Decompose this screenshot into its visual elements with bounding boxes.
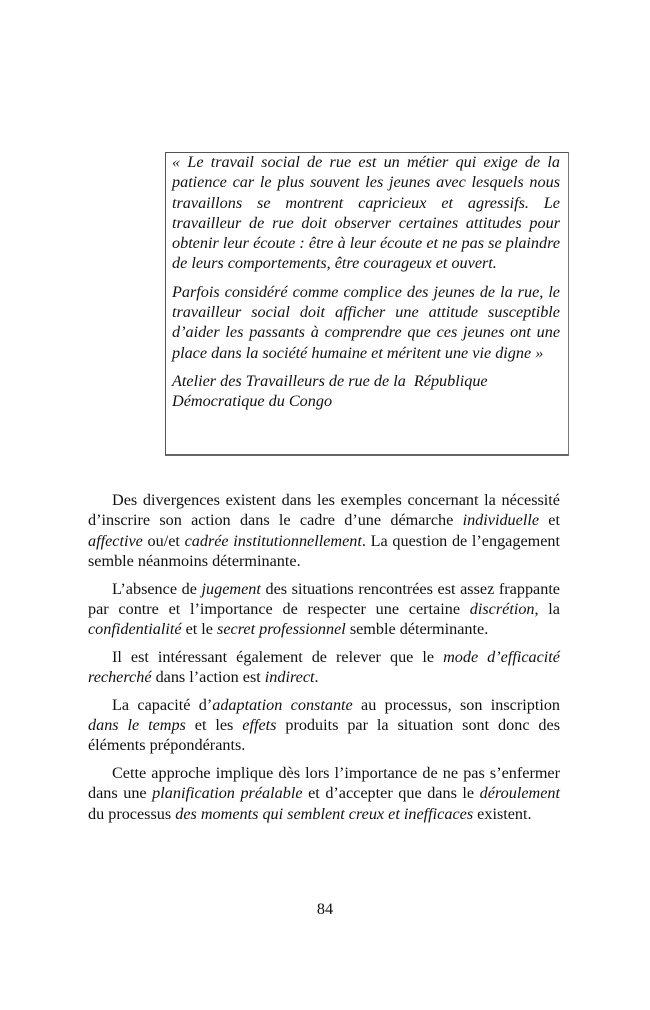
text-segment: semble déterminante. (345, 620, 489, 639)
emphasis-text: discrétion (469, 600, 535, 619)
attribution-line: Démocratique du Congo (172, 392, 333, 411)
text-segment: et d’accepter que dans le (302, 784, 480, 803)
text-segment: et les (185, 716, 243, 735)
emphasis-text: secret professionnel (217, 620, 346, 639)
emphasis-text: dans le temps (88, 716, 186, 735)
emphasis-text: effets (242, 716, 277, 735)
body-paragraph (88, 647, 560, 688)
text-segment: L’absence de (112, 579, 202, 598)
emphasis-text: confidentialité (88, 620, 182, 639)
emphasis-text: déroulement (479, 784, 560, 803)
emphasis-text: individuelle (462, 511, 540, 530)
text-segment: et le (181, 620, 218, 639)
quote-paragraph: Parfois considéré comme complice des jeunes de la rue, le travailleur social doit afficher une attitude susceptible d’aider les passants à comprendre que ces jeunes ont une place dans la société humaine et méritent une vie digne » (172, 282, 560, 362)
text-segment: Cette approche implique dès lors l’importance de ne pas s’enfermer dans une (88, 763, 560, 803)
body-paragraph (88, 579, 560, 640)
text-segment: , la (534, 600, 560, 619)
text-segment: existent. (473, 804, 532, 823)
quote (172, 152, 560, 412)
emphasis-text: mode d’efficacité recherché (88, 647, 560, 687)
text-segment: . La question de l’engagement semble néanmoins déterminante. (88, 531, 561, 571)
emphasis-text: planification préalable (152, 784, 303, 803)
body-text (88, 490, 560, 831)
text-segment: . (314, 668, 319, 687)
body-paragraph (88, 695, 560, 756)
body-paragraph (88, 490, 560, 572)
text-segment: Des divergences existent dans les exemples concernant la nécessité d’inscrire son action dans le cadre d’une démarche (88, 491, 560, 530)
emphasis-text: indirect (264, 668, 315, 687)
emphasis-text: cadrée institutionnellement (184, 531, 362, 550)
quote-attribution (172, 371, 560, 412)
page-number: 84 (316, 900, 334, 918)
text-segment: produits par la situation sont donc des éléments prépondérants. (88, 716, 561, 755)
text-segment: au processus, son inscription (352, 695, 561, 714)
text-segment: La capacité d’ (112, 695, 213, 714)
quote-paragraph: « Le travail social de rue est un métier qui exige de la patience car le plus souvent les jeunes avec lesquels nous travaillons se montrent capricieux et agressifs. Le travailleur de rue doit observer certaines attitudes pour obtenir leur écoute : être à leur écoute et ne pas se plaindre de leurs comportements, être courageux et ouvert. (172, 153, 560, 273)
emphasis-text: des moments qui semblent creux et inefficaces (175, 804, 474, 823)
text-segment: Il est intéressant également de relever que le (112, 647, 444, 666)
text-segment: ou/et (142, 531, 185, 550)
emphasis-text: jugement (201, 579, 261, 598)
text-segment: du processus (88, 804, 176, 823)
text-segment: et (539, 511, 560, 530)
body-paragraph (88, 763, 560, 824)
emphasis-text: affective (88, 531, 143, 550)
text-segment: dans l’action est (151, 668, 265, 687)
attribution-line: Atelier des Travailleurs de rue de la République (172, 371, 488, 390)
emphasis-text: adaptation constante (212, 695, 353, 714)
text-segment: des situations rencontrées est assez frappante par contre et l’importance de respecter une certaine (88, 579, 560, 619)
